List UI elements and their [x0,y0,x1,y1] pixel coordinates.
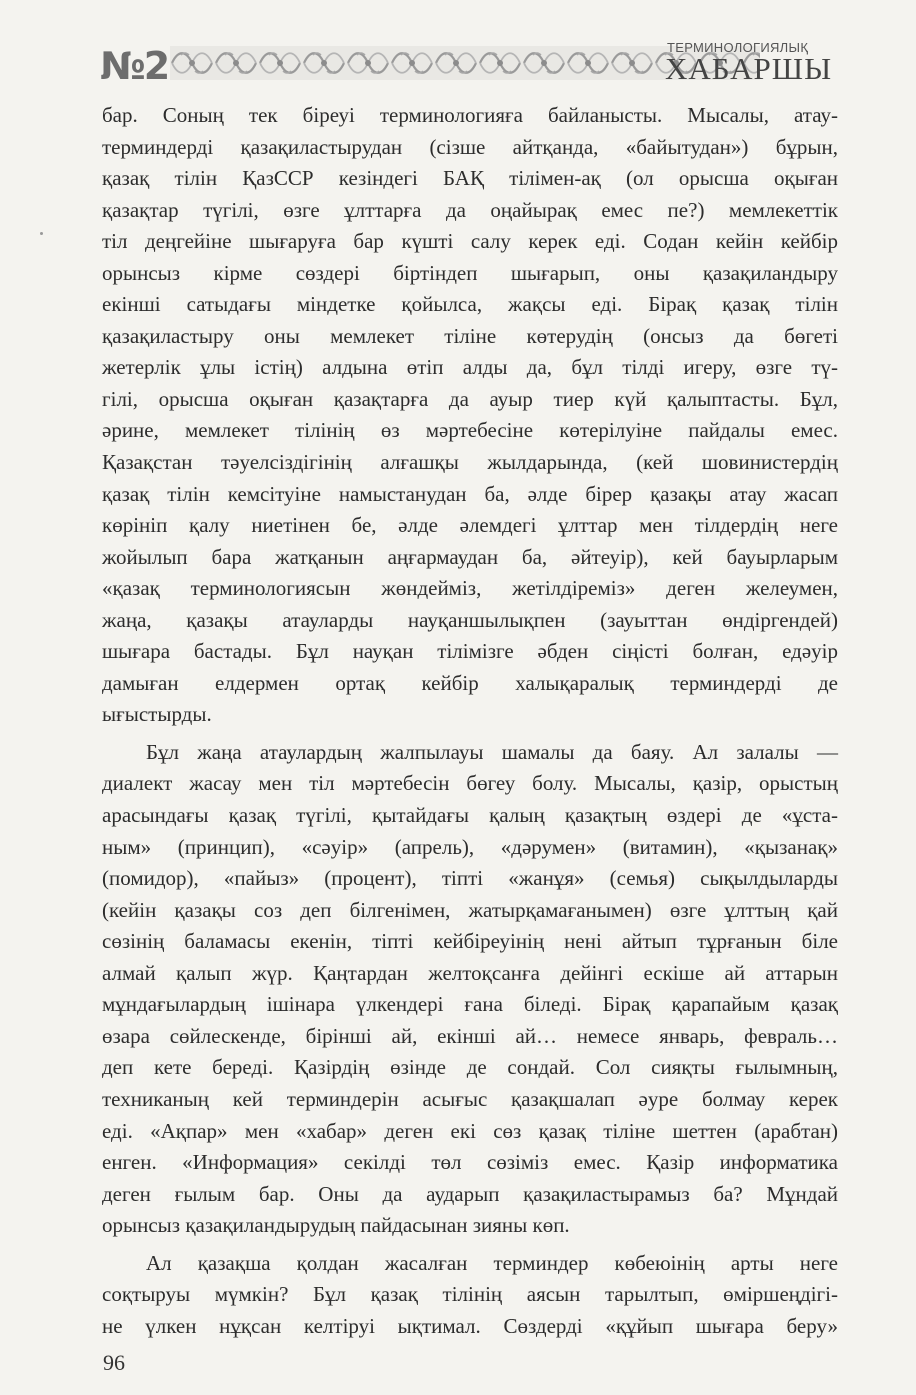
paragraph [102,737,838,1242]
journal-title-bottom: ХАБАРШЫ [665,51,833,86]
body-text [102,100,838,1342]
text-line: деп кете береді. Қазірдің өзінде де сондай. Сол сияқты ғылымның, [102,1055,838,1080]
text-line: не үлкен нұқсан келтіруі ықтимал. Сөздерді «құйып шығара беру» [102,1313,838,1338]
text-line: мұндағылардың ішінара үлкендері ғана біледі. Бірақ қарапайым қазақ [102,992,838,1017]
text-line: орынсыз қазақиландырудың пайдасынан зияны көп. [102,1213,570,1238]
text-line: соқтыруы мүмкін? Бұл қазақ тілінің аясын тарылтып, өміршеңдігі- [102,1282,838,1307]
scan-speck [40,232,43,235]
text-line: жетерлік ұлы істің) алдына өтіп алды да, бұл тілді игеру, өзге тү- [102,355,838,380]
text-line: сөзінің баламасы екенін, тіпті кейбіреуінің нені айтып тұрғанын біле [102,929,838,954]
text-line: қазақ тілін кемсітуіне намыстанудан ба, әлде бірер қазақы атау жасап [102,481,838,506]
text-line: Бұл жаңа атаулардың жалпылауы шамалы да баяу. Ал залалы — [146,739,838,764]
journal-title-top: ТЕРМИНОЛОГИЯЛЫҚ [667,40,809,55]
page-number: 96 [103,1350,125,1375]
text-line: ығыстырды. [102,702,212,727]
text-line: шығара бастады. Бұл науқан тілімізге әбден сіңісті болған, едәуір [102,639,838,664]
text-line: деген ғылым бар. Оны да аударып қазақиластырамыз ба? Мұндай [102,1181,838,1206]
text-line: ным» (принцип), «сәуір» (апрель), «дәрумен» (витамин), «қызанақ» [102,834,838,859]
text-line: енген. «Информация» секілді төл сөзіміз емес. Қазір информатика [102,1150,838,1175]
text-line: әрине, мемлекет тілінің өз мәртебесіне көтерілуіне пайдалы емес. [102,418,838,443]
text-line: (помидор), «пайыз» (процент), тіпті «жанұя» (семья) сықылдыларды [102,866,838,891]
journal-title [665,40,845,86]
text-line: орынсыз кірме сөздері біртіндеп шығарып, оны қазақиландыру [102,260,838,285]
text-line: жойылып бара жатқанын аңғармаудан ба, әйтеуір), кей бауырларым [102,544,838,569]
text-line: қазақиластыру оны мемлекет тіліне көтерудің (онсыз да бөгеті [102,323,838,348]
text-line: терминдерді қазақиластырудан (сізше айтқанда, «байытудан») бұрын, [102,134,838,159]
text-line: «қазақ терминологиясын жөндейміз, жетілдіреміз» деген желеумен, [102,576,838,601]
text-line: Ал қазақша қолдан жасалған терминдер көбеюінің арты неге [146,1250,838,1275]
page-header [100,40,845,88]
text-line: алмай қалып жүр. Қаңтардан желтоқсанға дейінгі ескіше ай аттарын [102,960,838,985]
text-line: өзара сөйлескенде, бірінші ай, екінші ай… немесе январь, февраль… [102,1023,838,1048]
text-line: техниканың кей терминдерін асығыс қазақшалап әуре болмау керек [102,1086,838,1111]
text-line: жаңа, қазақы атауларды науқаншылықпен (зауыттан өндіргендей) [102,607,838,632]
text-line: бар. Соның тек біреуі терминологияға байланысты. Мысалы, атау- [102,103,838,127]
text-line: дамыған елдермен ортақ кейбір халықаралық терминдерді де [102,670,838,695]
text-line: еді. «Ақпар» мен «хабар» деген екі сөз қазақ тіліне шеттен (арабтан) [102,1118,838,1143]
text-line: гілі, орысша оқыған қазақтарға да ауыр тиер күй қалыптасты. Бұл, [102,386,838,411]
paragraph [102,100,838,731]
text-line: қазақтар түгілі, өзге ұлттарға да оңайырақ емес пе?) мемлекеттік [102,197,838,222]
text-line: Қазақстан тәуелсіздігінің алғашқы жылдарында, (кей шовинистердің [102,450,838,475]
issue-number: №2 [100,44,169,88]
text-line: екінші сатыдағы міндетке қойылса, жақсы еді. Бірақ қазақ тілін [102,292,838,317]
text-line: қазақ тілін ҚазССР кезіндегі БАҚ тілімен-ақ (ол орысша оқыған [102,166,838,191]
text-line: диалект жасау мен тіл мәртебесін бөгеу болу. Мысалы, қазір, орыстың [102,771,838,796]
text-line: арасындағы қазақ түгілі, қытайдағы қалың қазақтың өздері де «ұста- [102,803,838,828]
text-line: тіл деңгейіне шығаруға бар күшті салу керек еді. Содан кейін кейбір [102,229,838,254]
text-line: (кейін қазақы соз деп білгенімен, жатырқамағанымен) өзге ұлттың қай [102,897,838,922]
text-line: көрініп қалу ниетінен бе, әлде әлемдегі ұлттар мен тілдердің неге [102,513,838,538]
paragraph [102,1248,838,1343]
